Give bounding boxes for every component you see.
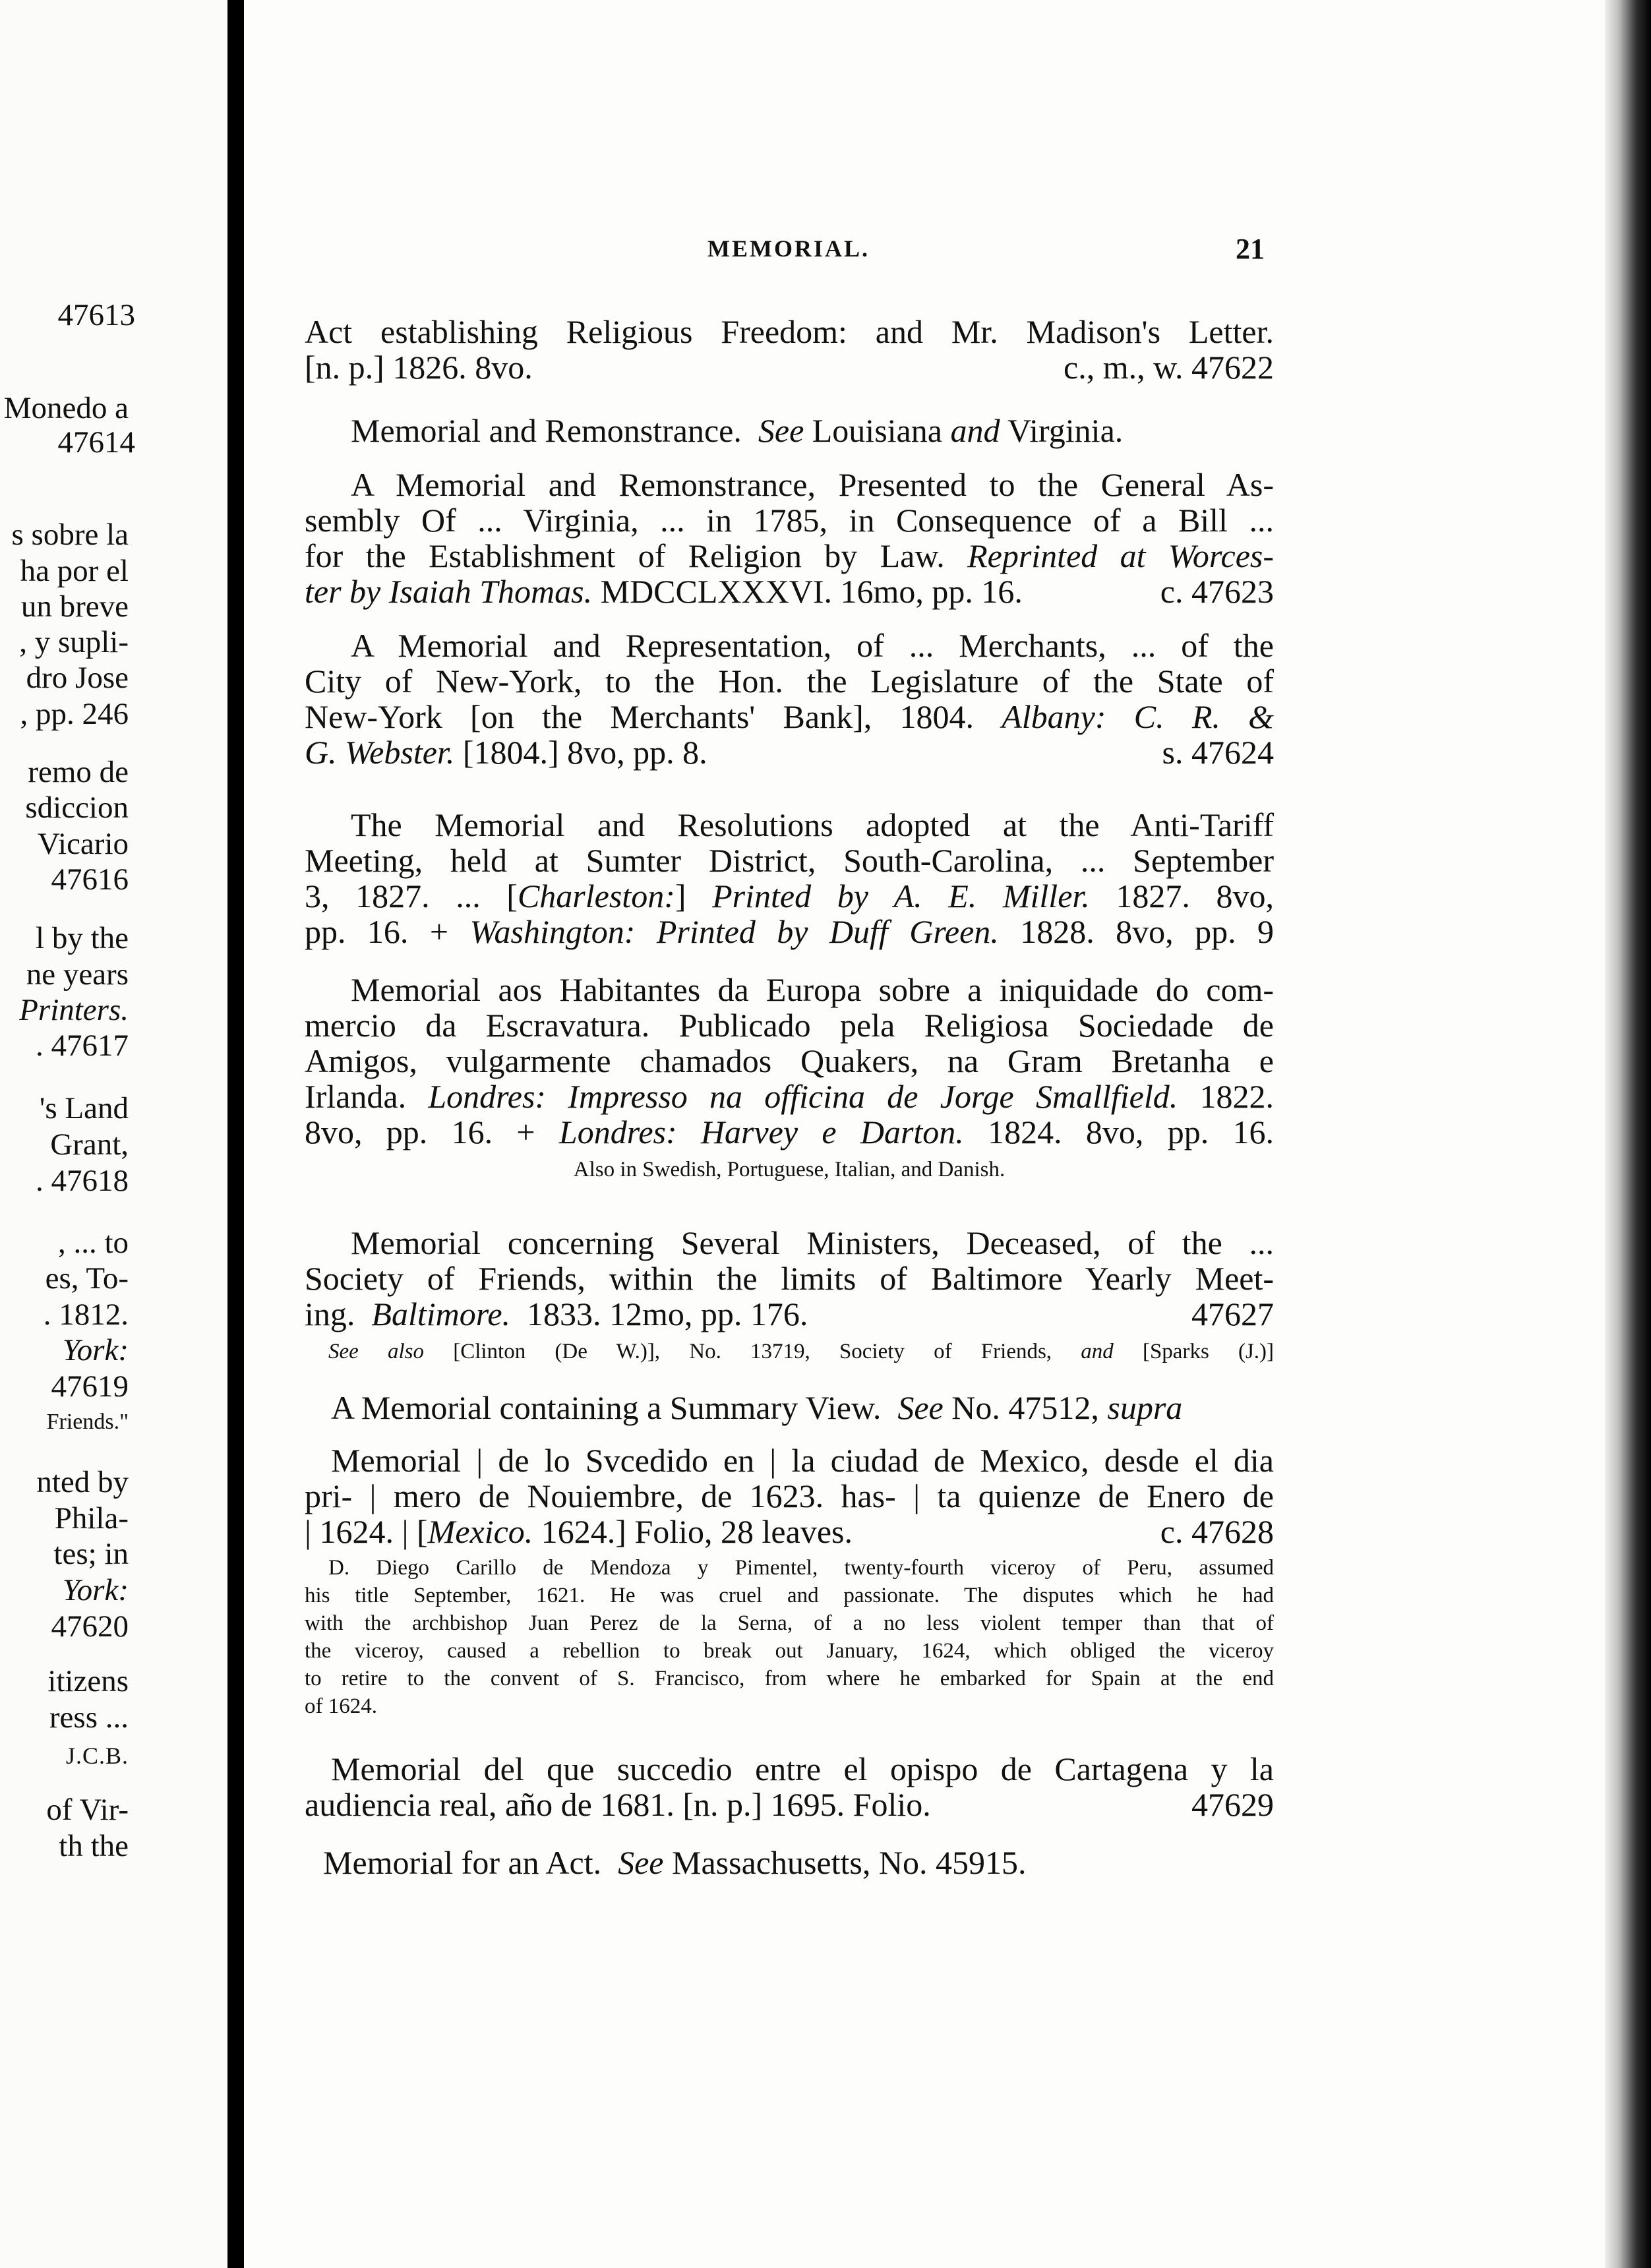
left-line: Printers. [19, 993, 129, 1027]
left-line: York: [62, 1333, 129, 1367]
left-line: 47619 [51, 1369, 129, 1404]
left-line: th the [59, 1829, 129, 1863]
entry-text: 3, 1827. ... [ [305, 878, 518, 914]
and-label: and [950, 412, 1000, 449]
entry-line [305, 1846, 1274, 1882]
entry-line: Meeting, held at Sumter District, South-Carolina, ... September [305, 842, 1274, 879]
entry-text: 1624.] Folio, 28 leaves. [541, 1513, 853, 1550]
left-line: , y supli- [19, 625, 129, 659]
left-line: es, To- [45, 1261, 129, 1296]
entry-imprint: Baltimore. [371, 1296, 511, 1332]
entry-imprint: Printed by A. E. Miller. [712, 878, 1090, 914]
left-line: dro Jose [26, 661, 129, 695]
entry-line: sembly Of ... Virginia, ... in 1785, in Consequence of a Bill ... [305, 502, 1274, 539]
left-line: 47620 [51, 1609, 129, 1644]
entry-text: Virginia. [1007, 412, 1124, 449]
left-line: l by the [36, 921, 129, 955]
entry-number: c., m., w. 47622 [1064, 349, 1274, 386]
entry-text: audiencia real, año de 1681. [n. p.] 1695. Folio. [305, 1786, 931, 1823]
entry-number: s. 47624 [1162, 734, 1274, 771]
entry-imprint: Londres: Impresso na officina de Jorge Smallfield. [428, 1078, 1178, 1115]
left-line: , ... to [57, 1226, 129, 1260]
entry-summary-view-see [305, 1391, 1274, 1427]
entry-text: 8vo, pp. 16. + [305, 1114, 535, 1150]
previous-page-fragment [0, 0, 227, 2268]
entry-note-block [305, 1557, 1274, 1723]
entry-imprint: Charleston: [517, 878, 675, 914]
left-line: s sobre la [11, 518, 129, 552]
left-line: tes; in [53, 1537, 129, 1571]
entry-text: ] [675, 878, 686, 914]
see-label: See [618, 1844, 664, 1881]
entry-47623 [305, 468, 1274, 611]
left-line: Monedo a [3, 391, 129, 425]
entry-line: pri- | mero de Nouiembre, de 1623. has- | ta quienze de Enero de [305, 1477, 1274, 1514]
entry-text: Memorial for an Act. [323, 1844, 602, 1881]
left-line: of Vir- [46, 1793, 129, 1827]
entry-line [305, 736, 1274, 771]
see-label: See [897, 1389, 944, 1426]
entry-line: Memorial | de lo Svcedido en | la ciudad de Mexico, desde el dia [331, 1442, 1274, 1479]
entry-line: Amigos, vulgarmente chamados Quakers, na Gram Bretanha e [305, 1042, 1274, 1079]
left-line: Friends." [46, 1410, 129, 1434]
left-line: itizens [47, 1664, 129, 1698]
entry-note: of 1624. [305, 1694, 377, 1718]
entry-line [305, 575, 1274, 611]
binding-gutter [227, 0, 244, 2268]
left-line: ne years [26, 957, 129, 992]
entry-line [305, 351, 1274, 386]
entry-memorial-for-an-act-see [305, 1846, 1274, 1882]
entry-imprint: ter by Isaiah Thomas. [305, 573, 593, 610]
entry-number: c. 47628 [1160, 1513, 1274, 1550]
entry-text: for the Establishment of Religion by Law. [305, 537, 945, 574]
left-line: ha por el [20, 554, 129, 588]
left-line: 's Land [39, 1091, 129, 1125]
entry-text: MDCCLXXXVI. 16mo, pp. 16. [600, 573, 1023, 610]
left-line: . 1812. [43, 1298, 129, 1332]
entry-text: [1804.] 8vo, pp. 8. [462, 734, 707, 771]
entry-line [305, 1391, 1274, 1427]
entry-line: mercio da Escravatura. Publicado pela Religiosa Sociedade de [305, 1007, 1274, 1044]
entry-text: 1827. 8vo, [1116, 878, 1275, 914]
entry-line [305, 1788, 1274, 1824]
entry-line [305, 1080, 1274, 1116]
entry-note: D. Diego Carillo de Mendoza y Pimentel, twenty-fourth viceroy of Peru, assumed [328, 1556, 1274, 1580]
entry-number: 47629 [1191, 1786, 1274, 1823]
entry-line: A Memorial and Remonstrance, Presented to the General As- [351, 466, 1274, 503]
entry-note: with the archbishop Juan Perez de la Serna, of a no less violent temper than that of [305, 1611, 1274, 1635]
entry-anti-tariff-memorial [305, 808, 1274, 951]
entry-line: Act establishing Religious Freedom: and Mr. Madison's Letter. [305, 313, 1274, 350]
entry-line [305, 414, 1274, 450]
entry-text: 1833. 12mo, pp. 176. [527, 1296, 808, 1332]
see-label: See [758, 412, 804, 449]
entry-text: Louisiana [812, 412, 942, 449]
left-line: 47616 [51, 862, 129, 897]
left-line: sdiccion [25, 791, 129, 825]
entry-text: Memorial and Remonstrance. [351, 412, 742, 449]
entry-imprint: Mexico. [427, 1513, 533, 1550]
and-label: and [1081, 1340, 1114, 1363]
entry-47627 [305, 1226, 1274, 1369]
entry-line [305, 1116, 1274, 1151]
entry-imprint: Londres: Harvey e Darton. [558, 1114, 964, 1150]
entry-imprint: G. Webster. [305, 734, 455, 771]
left-line: , pp. 246 [20, 697, 129, 731]
entry-line: Society of Friends, within the limits of Baltimore Yearly Meet- [305, 1260, 1274, 1297]
entry-number: 47627 [1191, 1296, 1274, 1332]
entry-line: Memorial aos Habitantes da Europa sobre a iniquidade do com- [351, 971, 1274, 1008]
entry-text: No. 47512, [951, 1389, 1099, 1426]
entry-line [305, 880, 1274, 915]
entry-text: Irlanda. [305, 1078, 407, 1115]
entry-memorial-remonstrance-see [305, 414, 1274, 450]
left-line: Vicario [37, 827, 129, 861]
entry-text: Massachusetts, No. 45915. [672, 1844, 1027, 1881]
left-line: Grant, [50, 1127, 129, 1162]
left-line: remo de [28, 755, 129, 789]
entry-text: ing. [305, 1296, 355, 1332]
entry-imprint: Reprinted at Worces- [967, 537, 1275, 574]
left-line: nted by [36, 1465, 129, 1499]
left-line: ress ... [49, 1700, 129, 1735]
entry-text: | 1624. | [ [305, 1513, 428, 1550]
entry-line: Memorial concerning Several Ministers, Deceased, of the ... [351, 1224, 1274, 1261]
left-line: . 47617 [36, 1029, 129, 1063]
see-also-label: See also [328, 1340, 424, 1363]
entry-memorial-aos-habitantes [305, 973, 1274, 1187]
entry-47629 [305, 1752, 1274, 1824]
left-line: J.C.B. [65, 1743, 129, 1769]
entry-line: Memorial del que succedio entre el opispo de Cartagena y la [331, 1750, 1274, 1787]
entry-note: to retire to the convent of S. Francisco, from where he embarked for Spain at the end [305, 1667, 1274, 1690]
supra-label: supra [1107, 1389, 1183, 1426]
entry-line [305, 1515, 1274, 1551]
entry-line: A Memorial and Representation, of ... Merchants, ... of the [351, 627, 1274, 664]
entry-note: the viceroy, caused a rebellion to break out January, 1624, which obliged the viceroy [305, 1639, 1274, 1663]
left-line: York: [62, 1573, 129, 1607]
left-line: 47614 [57, 425, 135, 460]
left-line: un breve [20, 589, 129, 624]
entry-line: The Memorial and Resolutions adopted at the Anti-Tariff [351, 806, 1274, 843]
note-text: [Sparks (J.)] [1142, 1340, 1275, 1363]
entry-line [305, 1298, 1274, 1333]
left-line: . 47618 [36, 1164, 129, 1198]
entry-text: A Memorial containing a Summary View. [331, 1389, 882, 1426]
entry-text: New-York [on the Merchants' Bank], 1804. [305, 698, 974, 735]
entry-note: Also in Swedish, Portuguese, Italian, and Danish. [573, 1158, 1006, 1181]
entry-text: 1822. [1199, 1078, 1275, 1115]
entry-line [305, 700, 1274, 736]
entry-note [305, 1341, 1274, 1369]
entry-imprint: Albany: C. R. & [1002, 698, 1275, 735]
entry-imprint: Washington: Printed by Duff Green. [469, 913, 999, 950]
running-head: MEMORIAL. [707, 235, 870, 262]
entry-47628 [305, 1444, 1274, 1723]
entry-text: [n. p.] 1826. 8vo. [305, 349, 533, 386]
entry-47622 [305, 315, 1274, 386]
entry-number: c. 47623 [1160, 573, 1274, 610]
entry-line [305, 915, 1274, 951]
entry-text: 1824. 8vo, pp. 16. [988, 1114, 1275, 1150]
left-line: Phila- [54, 1501, 129, 1536]
entry-note: his title September, 1621. He was cruel and passionate. The disputes which he had [305, 1584, 1274, 1607]
entry-line [305, 539, 1274, 575]
entry-47624 [305, 629, 1274, 771]
entry-text: 1828. 8vo, pp. 9 [1020, 913, 1275, 950]
page-number: 21 [1236, 233, 1265, 265]
page-edge-shadow [1605, 0, 1651, 2268]
left-line: 47613 [57, 298, 135, 332]
entry-text: pp. 16. + [305, 913, 449, 950]
note-text: [Clinton (De W.)], No. 13719, Society of Friends, [453, 1340, 1052, 1363]
entry-line: City of New-York, to the Hon. the Legislature of the State of [305, 663, 1274, 700]
